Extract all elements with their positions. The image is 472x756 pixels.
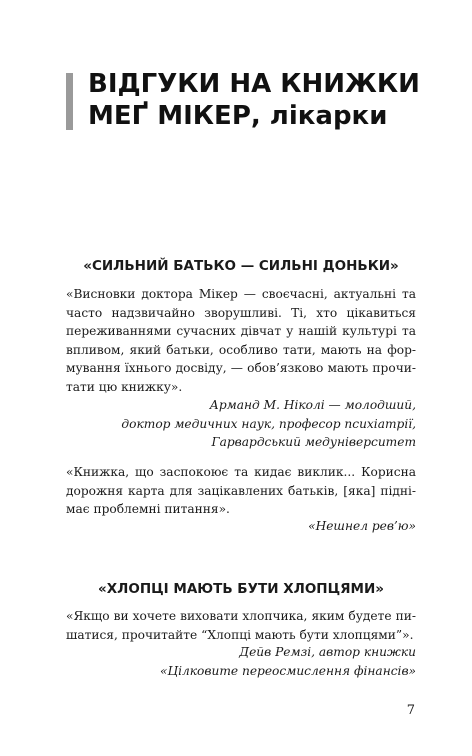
attribution-line: Арманд М. Ніколі — молодший,	[209, 398, 416, 412]
attribution-line: «Нешнел рев’ю»	[308, 519, 416, 533]
attribution-line: доктор медичних наук, професор психіатрії,	[121, 416, 416, 431]
section-heading-boys: «ХЛОПЦІ МАЮТЬ БУТИ ХЛОПЦЯМИ»	[98, 581, 384, 597]
quote-line: тати цю книжку».	[66, 379, 183, 394]
quote-line: «Висновки доктора Мікер — своєчасні, актуальні та	[66, 287, 416, 301]
quote-line: мування їхнього досвіду, — обов’язково мають прочи-	[66, 361, 416, 376]
quote-line: шатися, прочитайте “Хлопці мають бути хлопцями”».	[66, 627, 414, 642]
attribution-line: Гарвардський медуніверситет	[211, 435, 416, 450]
quote-line: переживаннями сучасних дівчат у нашій культурі та	[66, 324, 416, 339]
page-number: 7	[406, 703, 415, 718]
page-title	[88, 68, 448, 132]
page-title-line: ВІДГУКИ НА КНИЖКИ	[88, 69, 420, 99]
review-quote-ramsey	[66, 607, 416, 644]
quote-line: часто надзвичайно зворушливі. Ті, хто цікавиться	[66, 305, 416, 320]
quote-line: впливом, який батьки, особливо тати, мають на фор-	[66, 342, 416, 357]
review-attribution-ramsey	[66, 643, 416, 680]
quote-line: має проблемні питання».	[66, 502, 230, 517]
quote-line: дорожня карта для зацікавлених батьків, [яка] підні-	[66, 483, 416, 498]
review-attribution-national-review	[66, 517, 416, 536]
attribution-line: Дейв Ремзі, автор книжки	[239, 645, 416, 659]
attribution-line: «Цілковите переосмислення фінансів»	[160, 663, 416, 678]
quote-line: «Якщо ви хочете виховати хлопчика, яким будете пи-	[66, 609, 416, 623]
review-quote-nicholi	[66, 285, 416, 397]
review-quote-national-review	[66, 463, 416, 519]
review-attribution-nicholi	[66, 396, 416, 452]
quote-line: «Книжка, що заспокоює та кидає виклик... Корисна	[66, 465, 416, 479]
page-title-line: МЕҐ МІКЕР, лікарки	[88, 101, 388, 131]
title-accent-bar	[66, 73, 73, 130]
section-heading-strong-father: «СИЛЬНИЙ БАТЬКО — СИЛЬНІ ДОНЬКИ»	[83, 258, 399, 274]
